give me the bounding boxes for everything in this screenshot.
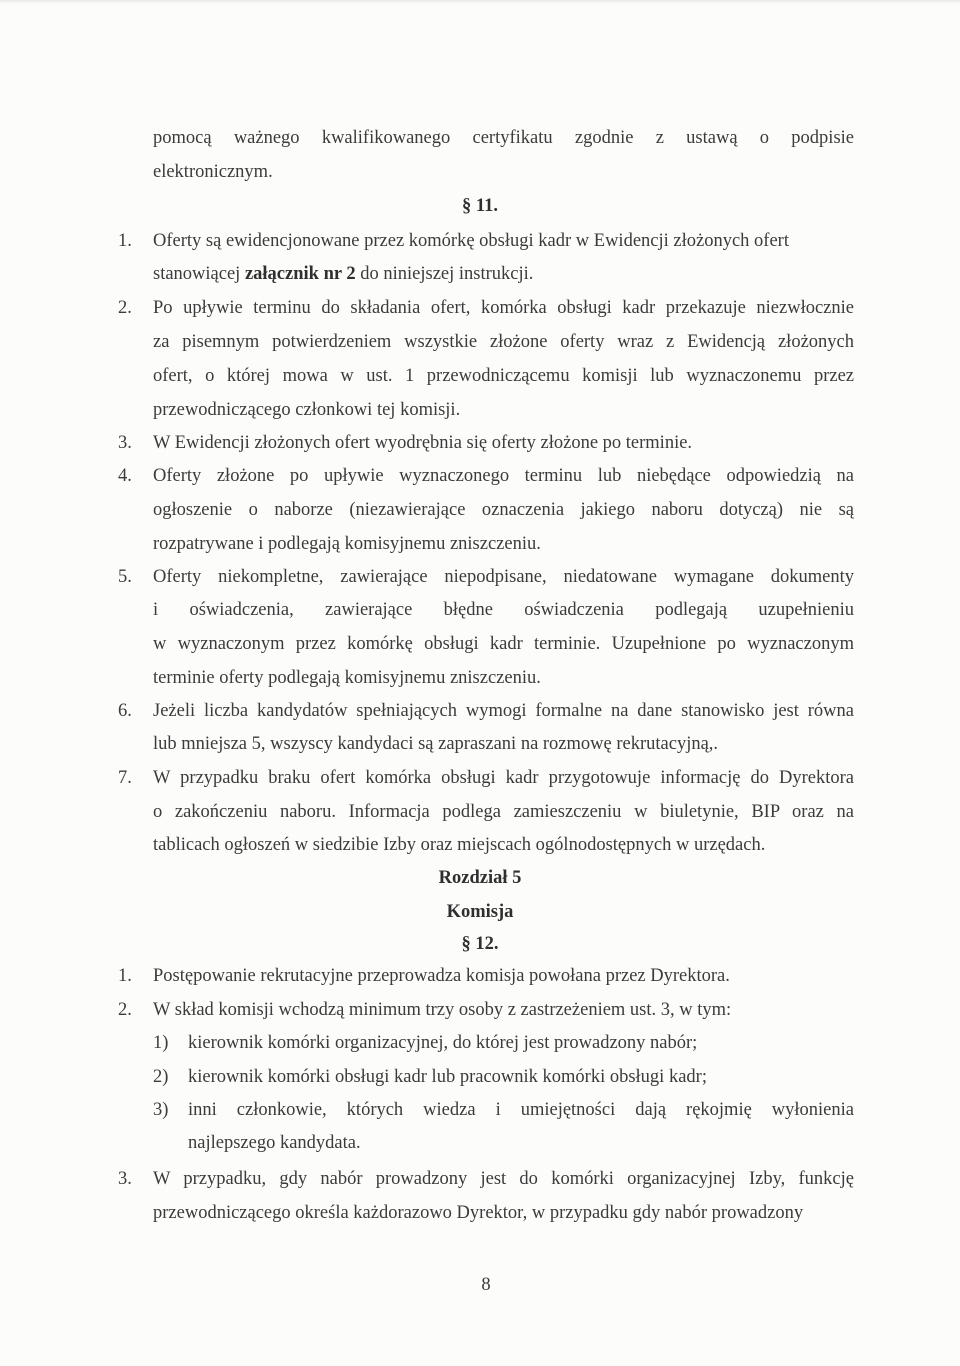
item-number: 2. bbox=[118, 1000, 132, 1020]
text-line: tablicach ogłoszeń w siedzibie Izby oraz miejscach ogólnodostępnych w urzędach. bbox=[153, 835, 766, 855]
item-number: 4. bbox=[118, 466, 132, 486]
scan-edge bbox=[0, 0, 960, 4]
text-line: inni członkowie, których wiedza i umiejętności dają rękojmię wyłonienia bbox=[188, 1100, 854, 1120]
section-heading-11: § 11. bbox=[462, 196, 498, 216]
section-heading-12: § 12. bbox=[461, 934, 499, 954]
sub-item-number: 3) bbox=[153, 1100, 169, 1120]
text-line: przewodniczącego określa każdorazowo Dyrektor, w przypadku gdy nabór prowadzony bbox=[153, 1203, 804, 1223]
chapter-title: Komisja bbox=[446, 902, 514, 922]
sub-item-number: 2) bbox=[153, 1067, 169, 1087]
item-number: 6. bbox=[118, 701, 132, 721]
text-line: rozpatrywane i podlegają komisyjnemu zniszczeniu. bbox=[153, 534, 541, 554]
text-line: W przypadku braku ofert komórka obsługi kadr przygotowuje informację do Dyrektora bbox=[153, 768, 854, 788]
text-line: ofert, o której mowa w ust. 1 przewodniczącemu komisji lub wyznaczonemu przez bbox=[153, 366, 854, 386]
item-number: 5. bbox=[118, 567, 132, 587]
sub-item-number: 1) bbox=[153, 1033, 169, 1053]
text-line: przewodniczącego członkowi tej komisji. bbox=[153, 400, 461, 420]
text-line: terminie oferty podlegają komisyjnemu zniszczeniu. bbox=[153, 668, 541, 688]
text-line: W Ewidencji złożonych ofert wyodrębnia się oferty złożone po terminie. bbox=[153, 433, 693, 453]
text-line: kierownik komórki organizacyjnej, do której jest prowadzony nabór; bbox=[188, 1033, 698, 1053]
text-line: za pisemnym potwierdzeniem wszystkie złożone oferty wraz z Ewidencją złożonych bbox=[153, 332, 854, 352]
text-line: Po upływie terminu do składania ofert, komórka obsługi kadr przekazuje niezwłocznie bbox=[153, 298, 854, 318]
item-number: 1. bbox=[118, 231, 132, 251]
item-number: 3. bbox=[118, 433, 132, 453]
item-number: 3. bbox=[118, 1169, 132, 1189]
item-number: 7. bbox=[118, 768, 132, 788]
text-line: o zakończeniu naboru. Informacja podlega zamieszczeniu w biuletynie, BIP oraz na bbox=[153, 802, 854, 822]
text-line: pomocą ważnego kwalifikowanego certyfikatu zgodnie z ustawą o podpisie bbox=[153, 128, 854, 148]
text-line: najlepszego kandydata. bbox=[188, 1133, 361, 1153]
text-run: stanowiącej bbox=[153, 264, 245, 284]
text-line: i oświadczenia, zawierające błędne oświadczenia podlegają uzupełnieniu bbox=[153, 600, 854, 620]
text-line: ogłoszenie o naborze (niezawierające oznaczenia jakiego naboru dotyczą) nie są bbox=[153, 500, 854, 520]
page-number: 8 bbox=[481, 1275, 491, 1295]
text-line-with-bold bbox=[153, 262, 533, 286]
text-line: Jeżeli liczba kandydatów spełniających wymogi formalne na dane stanowisko jest równa bbox=[153, 701, 854, 721]
item-number: 1. bbox=[118, 966, 132, 986]
chapter-heading: Rozdział 5 bbox=[438, 868, 522, 888]
text-line: w wyznaczonym przez komórkę obsługi kadr terminie. Uzupełnione po wyznaczonym bbox=[153, 634, 854, 654]
text-line: lub mniejsza 5, wszyscy kandydaci są zapraszani na rozmowę rekrutacyjną,. bbox=[153, 734, 719, 754]
text-line: Oferty złożone po upływie wyznaczonego terminu lub niebędące odpowiedzią na bbox=[153, 466, 854, 486]
text-line: Oferty niekompletne, zawierające niepodpisane, niedatowane wymagane dokumenty bbox=[153, 567, 854, 587]
text-line: W przypadku, gdy nabór prowadzony jest do komórki organizacyjnej Izby, funkcję bbox=[153, 1169, 854, 1189]
item-number: 2. bbox=[118, 298, 132, 318]
text-line: Oferty są ewidencjonowane przez komórkę obsługi kadr w Ewidencji złożonych ofert bbox=[153, 231, 789, 251]
text-line: kierownik komórki obsługi kadr lub pracownik komórki obsługi kadr; bbox=[188, 1067, 707, 1087]
text-line: elektronicznym. bbox=[153, 162, 273, 182]
text-line: W skład komisji wchodzą minimum trzy osoby z zastrzeżeniem ust. 3, w tym: bbox=[153, 1000, 732, 1020]
text-run: do niniejszej instrukcji. bbox=[355, 264, 534, 284]
text-line: Postępowanie rekrutacyjne przeprowadza komisja powołana przez Dyrektora. bbox=[153, 966, 730, 986]
attachment-reference: załącznik nr 2 bbox=[244, 264, 356, 284]
